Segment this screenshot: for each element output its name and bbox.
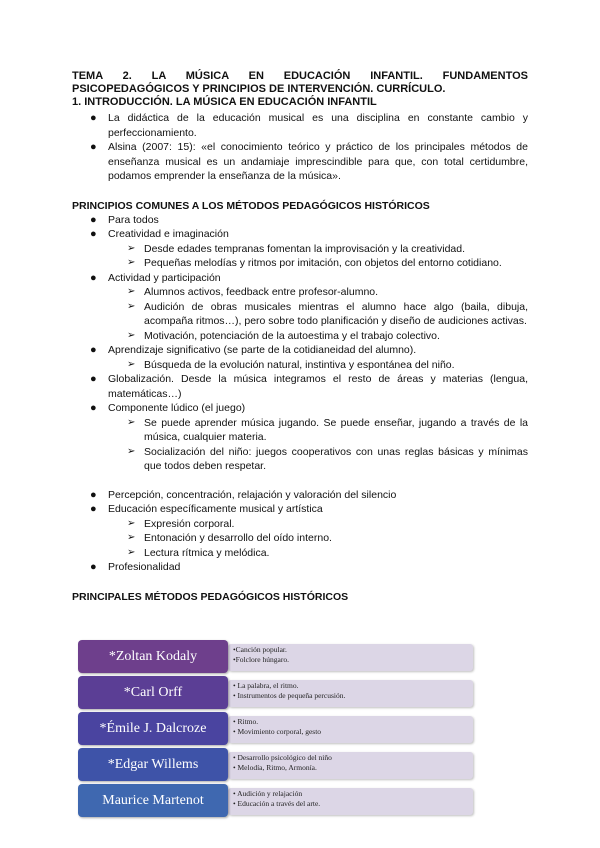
arrow-icon: ➢ <box>127 242 136 254</box>
bullet-icon: ● <box>90 503 97 515</box>
sub-list-item: ➢ Audición de obras musicales mientras el alumno hace algo (baila, dibuja, acompaña ritmos…), pero sobre todo planificación y diseño de audiciones activas. <box>127 300 528 327</box>
sub-list-item: ➢ Alumnos activos, feedback entre profesor-alumno. <box>127 286 379 298</box>
bullet-icon: ● <box>90 373 97 385</box>
arrow-icon: ➢ <box>127 546 136 558</box>
sub-list-item: ➢ Motivación, potenciación de la autoestima y el trabajo colectivo. <box>127 329 440 342</box>
method-row-martenot <box>78 784 473 818</box>
principles-list <box>72 213 528 575</box>
list-item: ● Actividad y participación <box>90 271 221 284</box>
bullet-icon: ● <box>90 402 97 414</box>
bullet-icon: ● <box>90 213 97 226</box>
bullet-icon: ● <box>90 141 97 153</box>
arrow-icon: ➢ <box>127 257 136 268</box>
method-row-kodaly <box>78 640 473 674</box>
method-name-box: *Émile J. Dalcroze <box>78 712 228 745</box>
title-line-1: TEMA 2. LA MÚSICA EN EDUCACIÓN INFANTIL. FUNDAMENTOS <box>72 70 528 82</box>
sub-list-item: ➢ Desde edades tempranas fomentan la improvisación y la creatividad. <box>127 242 466 255</box>
sub-list-item: ➢ Entonación y desarrollo del oído interno. <box>127 532 332 544</box>
list-item: ● Profesionalidad <box>90 561 181 573</box>
document-page <box>72 70 528 604</box>
method-name-box: *Zoltan Kodaly <box>78 640 228 673</box>
spacer <box>72 474 528 488</box>
method-detail: • Audición y relajación • Educación a través del arte. <box>233 789 321 808</box>
arrow-icon: ➢ <box>127 286 136 297</box>
arrow-icon: ➢ <box>127 445 136 457</box>
sub-list-item: ➢ Lectura rítmica y melódica. <box>127 546 270 559</box>
list-item: ● Creatividad e imaginación <box>90 228 229 240</box>
sub-list-item: ➢ Socialización del niño: juegos cooperativos con unas reglas básicas y mínimas que todos deben respetar. <box>127 445 528 472</box>
bullet-icon: ● <box>90 112 97 124</box>
page-title <box>72 70 528 96</box>
list-item: ● Educación específicamente musical y artística <box>90 503 323 515</box>
arrow-icon: ➢ <box>127 329 136 341</box>
list-item: ● Para todos <box>90 213 159 226</box>
method-row-orff <box>78 676 473 710</box>
section-heading-metodos: PRINCIPALES MÉTODOS PEDAGÓGICOS HISTÓRICOS <box>72 590 349 603</box>
intro-list <box>72 111 528 184</box>
method-detail: • La palabra, el ritmo. • Instrumentos de pequeña percusión. <box>233 681 346 700</box>
bullet-icon: ● <box>90 344 97 356</box>
section-heading-introduccion: 1. INTRODUCCIÓN. LA MÚSICA EN EDUCACIÓN INFANTIL <box>72 96 377 108</box>
list-item: ● Percepción, concentración, relajación y valoración del silencio <box>90 488 397 501</box>
bullet-icon: ● <box>90 228 97 240</box>
method-row-dalcroze <box>78 712 473 746</box>
bullet-icon: ● <box>90 488 97 501</box>
title-line-2: PSICOPEDAGÓGICOS Y PRINCIPIOS DE INTERVENCIÓN. CURRÍCULO. <box>72 83 446 95</box>
sub-list-item: ➢ Se puede aprender música jugando. Se puede enseñar, jugando a través de la música, cualquier materia. <box>127 416 528 443</box>
sub-list-item: ➢ Pequeñas melodías y ritmos por imitación, con objetos del entorno cotidiano. <box>127 257 502 269</box>
arrow-icon: ➢ <box>127 416 136 428</box>
list-item: ● La didáctica de la educación musical es una disciplina en constante cambio y perfeccionamiento. <box>90 112 528 139</box>
list-item: ● Componente lúdico (el juego) <box>90 402 246 414</box>
method-name-box: *Edgar Willems <box>78 748 228 781</box>
sub-list-item: ➢ Búsqueda de la evolución natural, instintiva y espontánea del niño. <box>127 358 455 371</box>
list-item: ● Globalización. Desde la música integramos el resto de áreas y materias (lengua, matemáticas…) <box>90 373 528 400</box>
bullet-icon: ● <box>90 561 97 573</box>
method-detail: •Canción popular. •Folclore húngaro. <box>233 645 289 664</box>
arrow-icon: ➢ <box>127 532 136 543</box>
method-row-willems <box>78 748 473 782</box>
list-item: ● Alsina (2007: 15): «el conocimiento teórico y práctico de los principales métodos de enseñanza musical es un andamiaje imprescindible para que, con total certidumbre, podamos emprender la enseñanza de la música». <box>90 141 528 182</box>
arrow-icon: ➢ <box>127 300 136 312</box>
sub-list-item: ➢ Expresión corporal. <box>127 517 235 530</box>
arrow-icon: ➢ <box>127 517 136 529</box>
method-name-box: *Carl Orff <box>78 676 228 709</box>
method-name-box: Maurice Martenot <box>78 784 228 817</box>
bullet-icon: ● <box>90 271 97 284</box>
list-item: ● Aprendizaje significativo (se parte de la cotidianeidad del alumno). <box>90 344 417 356</box>
method-detail: • Ritmo. • Movimiento corporal, gesto <box>233 717 322 736</box>
section-heading-principios: PRINCIPIOS COMUNES A LOS MÉTODOS PEDAGÓGICOS HISTÓRICOS <box>72 199 430 212</box>
methods-diagram <box>78 640 473 820</box>
arrow-icon: ➢ <box>127 358 136 370</box>
method-detail: • Desarrollo psicológico del niño • Melodía, Ritmo, Armonía. <box>233 753 332 772</box>
